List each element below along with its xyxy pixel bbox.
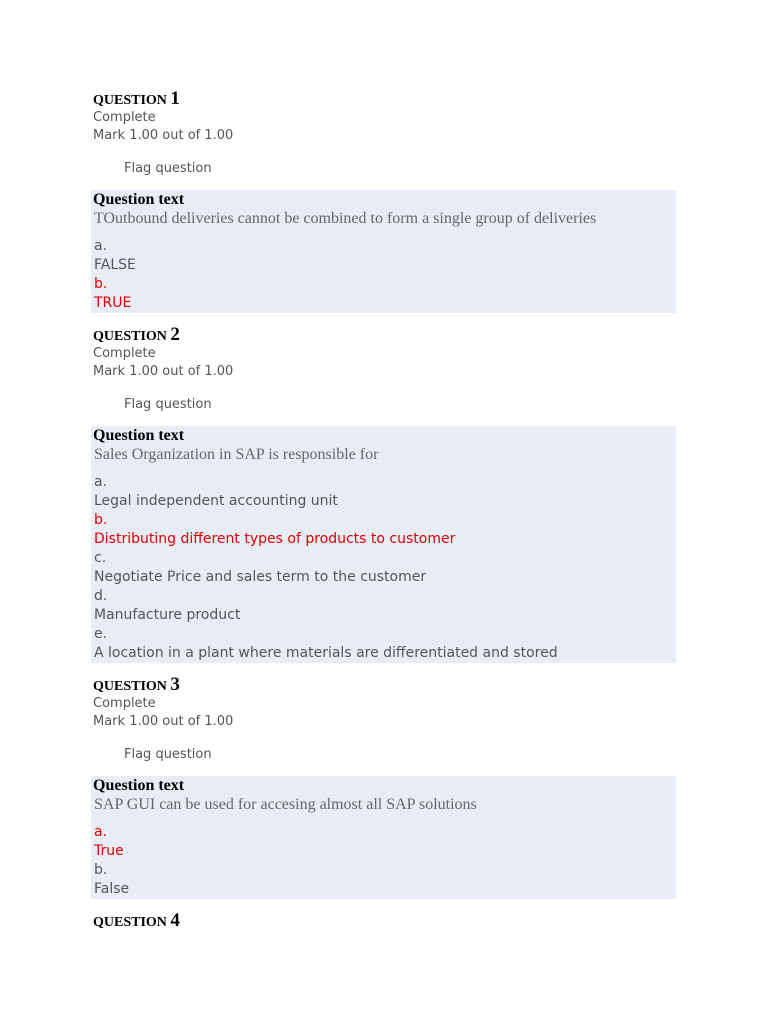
- question-heading: [91, 325, 676, 345]
- question-block: [91, 89, 676, 313]
- answer-letter: a.: [94, 238, 108, 254]
- question-status: Complete: [93, 346, 156, 361]
- answer-letter: b.: [94, 862, 108, 878]
- question-heading: [91, 911, 676, 931]
- answer-text: FALSE: [94, 257, 136, 273]
- question-mark: Mark 1.00 out of 1.00: [93, 714, 234, 729]
- question-status: Complete: [93, 696, 156, 711]
- question-mark: Mark 1.00 out of 1.00: [93, 364, 234, 379]
- question-mark: Mark 1.00 out of 1.00: [93, 128, 234, 143]
- answer-letter: c.: [94, 550, 107, 566]
- answer-list: [93, 473, 674, 663]
- flag-question-link[interactable]: Flag question: [124, 161, 212, 176]
- answer-letter: e.: [94, 626, 108, 642]
- answer-letter: b.: [94, 512, 108, 528]
- question-text-box: [91, 190, 676, 313]
- answer-text: Manufacture product: [94, 607, 241, 623]
- question-text-box: [91, 776, 676, 899]
- answer-letter: d.: [94, 588, 108, 604]
- question-label: QUESTION: [93, 915, 167, 930]
- question-label: QUESTION: [93, 679, 167, 694]
- question-text: TOutbound deliveries cannot be combined to form a single group of deliveries: [94, 210, 597, 227]
- question-text-title: Question text: [93, 191, 185, 208]
- answer-text: Negotiate Price and sales term to the customer: [94, 569, 427, 585]
- question-block: [91, 675, 676, 899]
- question-text-box: [91, 426, 676, 663]
- flag-question-link[interactable]: Flag question: [124, 747, 212, 762]
- question-label: QUESTION: [93, 329, 167, 344]
- question-status: Complete: [93, 110, 156, 125]
- answer-text: Distributing different types of products to customer: [94, 531, 456, 547]
- flag-question-link[interactable]: Flag question: [124, 397, 212, 412]
- question-number: 3: [170, 674, 180, 695]
- question-heading: [91, 89, 676, 109]
- question-block: [91, 911, 676, 931]
- answer-text: A location in a plant where materials are differentiated and stored: [94, 645, 558, 661]
- question-text: SAP GUI can be used for accesing almost all SAP solutions: [94, 796, 477, 813]
- answer-list: [93, 237, 674, 313]
- question-number: 2: [170, 324, 180, 345]
- answer-text: True: [94, 843, 124, 859]
- question-text: Sales Organization in SAP is responsible for: [94, 446, 379, 463]
- question-number: 4: [170, 910, 180, 931]
- answer-list: [93, 823, 674, 899]
- answer-text: TRUE: [94, 295, 132, 311]
- answer-letter: a.: [94, 474, 108, 490]
- question-text-title: Question text: [93, 777, 185, 794]
- question-text-title: Question text: [93, 427, 185, 444]
- question-block: [91, 325, 676, 663]
- answer-text: Legal independent accounting unit: [94, 493, 338, 509]
- answer-letter: b.: [94, 276, 108, 292]
- question-label: QUESTION: [93, 93, 167, 108]
- answer-text: False: [94, 881, 130, 897]
- question-heading: [91, 675, 676, 695]
- question-number: 1: [170, 88, 180, 109]
- answer-letter: a.: [94, 824, 108, 840]
